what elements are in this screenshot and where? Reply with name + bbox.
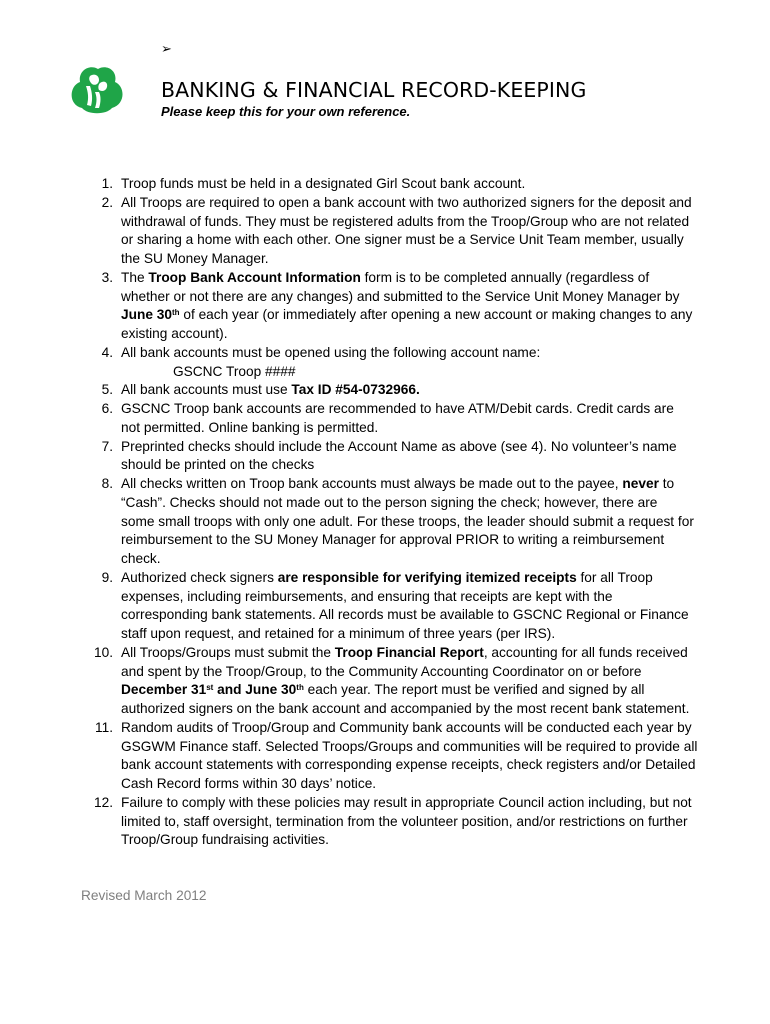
revision-note: Revised March 2012 <box>81 888 207 903</box>
bold-text: Tax ID #54-0732966. <box>291 382 420 398</box>
list-item <box>0 438 770 476</box>
text-line <box>121 250 711 269</box>
list-item-number: 3. <box>101 269 113 285</box>
text-line <box>121 194 711 213</box>
policy-list <box>0 175 770 850</box>
text-line <box>121 831 711 850</box>
text-segment: existing account). <box>121 326 228 341</box>
bold-text: are responsible for verifying itemized receipts <box>277 569 577 585</box>
text-segment: All Troops/Groups must submit the <box>121 644 335 660</box>
text-segment: some small troops with only one adult. For these troops, the leader should submit a request for <box>121 513 694 529</box>
text-line <box>121 531 711 550</box>
list-item <box>0 644 770 719</box>
text-line <box>121 419 711 438</box>
text-line <box>121 663 711 682</box>
list-item-text <box>121 400 711 438</box>
list-item-text <box>121 381 711 400</box>
list-item-number: 9. <box>101 569 113 585</box>
list-item <box>0 794 770 850</box>
list-item <box>0 719 770 794</box>
page-title: BANKING & FINANCIAL RECORD-KEEPING <box>161 78 587 102</box>
list-item-number: 5. <box>101 382 113 398</box>
text-segment: the SU Money Manager. <box>121 251 269 266</box>
text-segment: Random audits of Troop/Group and Community bank accounts will be conducted each year by <box>121 719 692 735</box>
list-item-number: 1. <box>101 176 113 191</box>
list-item-text <box>121 794 711 850</box>
list-item-number: 7. <box>101 438 113 454</box>
text-segment: corresponding bank statements. All records must be available to GSCNC Regional or Finance <box>121 607 689 623</box>
text-line <box>121 588 711 607</box>
text-segment: staff upon request, and retained for a minimum of three years (per IRS). <box>121 626 556 641</box>
bold-text: never <box>622 476 659 491</box>
text-line <box>121 231 711 250</box>
superscript-text: th <box>171 308 180 318</box>
text-line <box>121 756 711 775</box>
text-segment: Troop/Group fundraising activities. <box>121 832 329 848</box>
list-item-number: 11. <box>94 719 113 735</box>
text-segment: authorized signers on the bank account and accompanied by the most recent bank statement. <box>121 701 690 716</box>
text-segment: Cash Record forms within 30 days’ notice. <box>121 776 377 791</box>
superscript-text: st <box>206 683 214 693</box>
text-line <box>121 269 711 288</box>
bold-text: June 30 <box>121 307 172 323</box>
text-segment: should be printed on the checks <box>121 457 315 473</box>
text-line <box>121 681 711 700</box>
text-line <box>121 325 711 344</box>
list-item-number: 8. <box>101 476 113 491</box>
arrow-bullet-icon: ➢ <box>161 41 172 56</box>
text-segment: check. <box>121 551 161 566</box>
text-segment: expenses, including reimbursements, and ensuring that receipts are kept with the <box>121 588 613 604</box>
text-segment: All Troops are required to open a bank account with two authorized signers for the deposit and <box>121 194 692 210</box>
text-line <box>121 288 711 307</box>
list-item-text <box>121 344 711 382</box>
text-line <box>121 344 711 363</box>
text-segment: All bank accounts must use <box>121 382 292 398</box>
list-item-text <box>121 644 711 719</box>
text-segment: form is to be completed annually (regardless of <box>360 269 650 285</box>
text-segment: Troop funds must be held in a designated Girl Scout bank account. <box>121 176 526 191</box>
text-segment: Preprinted checks should include the Account Name as above (see 4). No volunteer’s name <box>121 438 677 454</box>
list-item-number: 12. <box>93 794 113 810</box>
text-line <box>121 475 711 494</box>
text-line <box>121 494 711 513</box>
list-item-text <box>121 569 711 644</box>
list-item <box>0 475 770 569</box>
list-item-number: 2. <box>101 194 113 210</box>
list-item-text <box>121 438 711 476</box>
text-segment: reimbursement to the SU Money Manager for approval PRIOR to writing a reimbursement <box>121 532 665 548</box>
text-segment: All checks written on Troop bank accounts must always be made out to the payee, <box>121 476 623 491</box>
list-item <box>0 569 770 644</box>
list-item-number: 4. <box>101 344 113 360</box>
text-line <box>121 306 711 325</box>
list-item-number: 6. <box>101 401 113 416</box>
text-segment: to <box>658 476 675 491</box>
list-item <box>0 269 770 344</box>
text-segment: GSGWM Finance staff. Selected Troops/Groups and communities will be required to provide all <box>121 738 698 754</box>
text-segment: Failure to comply with these policies may result in appropriate Council action including, but not <box>121 794 692 810</box>
list-item-text <box>121 175 711 194</box>
bold-text: and June 30 <box>213 682 297 698</box>
text-line <box>121 738 711 757</box>
text-segment: All bank accounts must be opened using the following account name: <box>121 344 541 360</box>
text-segment: limited to, staff oversight, termination from the volunteer position, and/or restrictions on further <box>121 813 688 829</box>
text-line <box>121 606 711 625</box>
page-subtitle: Please keep this for your own reference. <box>161 104 411 119</box>
bold-text: Troop Bank Account Information <box>148 269 361 285</box>
text-line <box>121 719 711 738</box>
text-segment: , accounting for all funds received <box>483 644 688 660</box>
text-line <box>121 213 711 232</box>
list-item-text <box>121 269 711 344</box>
superscript-text: th <box>296 683 304 693</box>
text-segment: GSCNC Troop #### <box>173 363 296 379</box>
list-item-text <box>121 194 711 269</box>
text-line <box>121 456 711 475</box>
text-line <box>121 363 711 382</box>
text-segment: not permitted. Online banking is permitted. <box>121 419 379 435</box>
text-segment: withdrawal of funds. They must be registered adults from the Troop/Group who are not related <box>121 213 690 229</box>
list-item-text <box>121 719 711 794</box>
text-segment: each year. The report must be verified and signed by all <box>303 682 645 698</box>
text-line <box>121 400 711 419</box>
text-line <box>121 644 711 663</box>
text-segment: for all Troop <box>576 569 653 585</box>
list-item-text <box>121 475 711 569</box>
bold-text: Troop Financial Report <box>334 644 484 660</box>
text-line <box>121 550 711 569</box>
list-item-number: 10. <box>93 644 113 660</box>
list-item <box>0 175 770 194</box>
text-segment: GSCNC Troop bank accounts are recommended to have ATM/Debit cards. Credit cards are <box>121 401 674 416</box>
text-segment: of each year (or immediately after opening a new account or making changes to any <box>179 307 693 323</box>
text-segment: bank account statements with corresponding expense receipts, check registers and/or Detailed <box>121 757 696 773</box>
bold-text: December 31 <box>121 682 207 698</box>
list-item <box>0 400 770 438</box>
text-line <box>121 175 711 194</box>
text-segment: or sharing a home with each other. One signer must be a Service Unit Team member, usually <box>121 232 684 248</box>
text-line <box>121 381 711 400</box>
text-segment: Authorized check signers <box>121 569 278 585</box>
text-line <box>121 569 711 588</box>
list-item <box>0 344 770 382</box>
list-item <box>0 194 770 269</box>
girl-scouts-trefoil-icon <box>66 62 128 114</box>
text-segment: whether or not there are any changes) and submitted to the Service Unit Money Manager by <box>121 288 680 304</box>
text-line <box>121 438 711 457</box>
text-segment: and spent by the Troop/Group, to the Community Accounting Coordinator on or before <box>121 663 642 679</box>
text-segment: The <box>121 269 149 285</box>
text-line <box>121 794 711 813</box>
text-line <box>121 813 711 832</box>
text-line <box>121 625 711 644</box>
list-item <box>0 381 770 400</box>
text-line <box>121 775 711 794</box>
text-segment: “Cash”. Checks should not made out to the person signing the check; however, there are <box>121 494 658 510</box>
text-line <box>121 700 711 719</box>
text-line <box>121 513 711 532</box>
